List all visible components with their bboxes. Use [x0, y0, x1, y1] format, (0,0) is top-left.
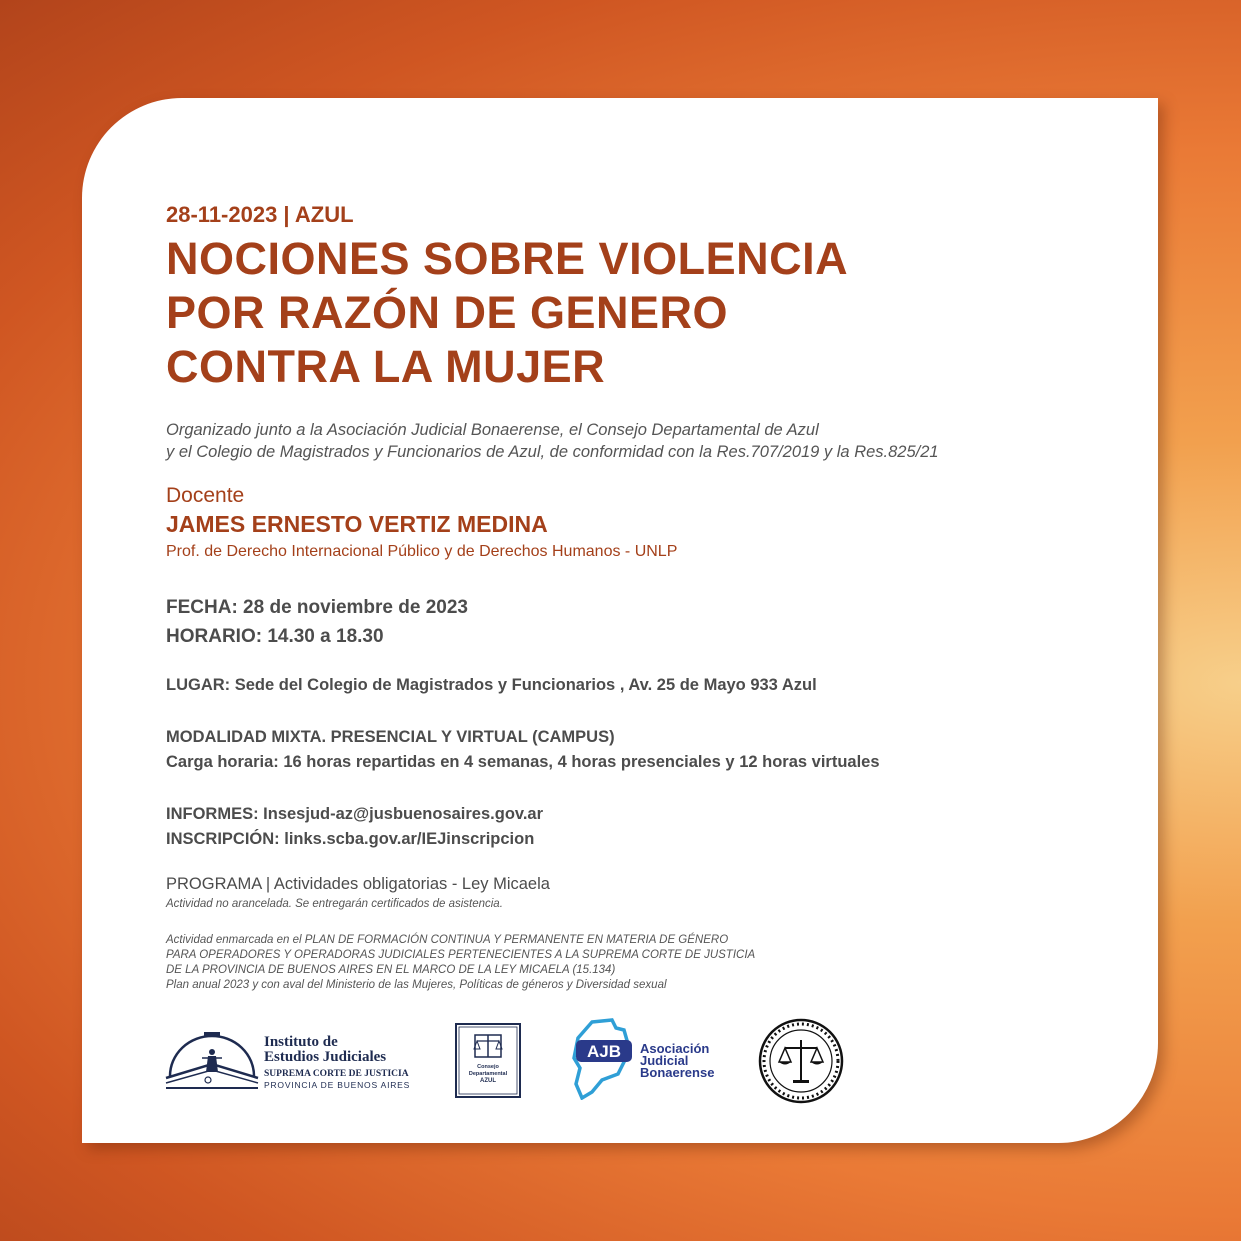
ajb-name-line: Judicial — [640, 1053, 689, 1068]
course-title — [166, 232, 848, 394]
iej-name — [264, 1035, 386, 1065]
ajb-mark: AJB — [586, 1042, 622, 1061]
plan-line: Plan anual 2023 y con aval del Ministerio de las Mujeres, Políticas de géneros y Diversidad sexual — [166, 979, 667, 991]
organizers-note — [166, 419, 939, 463]
horario-text: HORARIO: 14.30 a 18.30 — [166, 626, 384, 647]
docente-label: Docente — [166, 484, 245, 507]
informes-link[interactable]: INFORMES: Insesjud-az@jusbuenosaires.gov.ar — [166, 805, 544, 823]
plan-line: PARA OPERADORES Y OPERADORAS JUDICIALES PERTENECIENTES A LA SUPREMA CORTE DE JUSTICIA — [166, 949, 756, 961]
flyer-card — [82, 98, 1158, 1143]
date-place: 28-11-2023 | AZUL — [166, 202, 354, 227]
consejo-name — [455, 1064, 521, 1078]
title-line: NOCIONES SOBRE VIOLENCIA — [166, 233, 849, 284]
courthouse-dome-icon — [164, 1028, 260, 1098]
inscripcion-link[interactable]: INSCRIPCIÓN: links.scba.gov.ar/IEJinscripcion — [166, 830, 535, 848]
consejo-city: AZUL — [480, 1078, 496, 1084]
arancel-note: Actividad no arancelada. Se entregarán certificados de asistencia. — [166, 898, 503, 910]
province-map-icon — [572, 1018, 642, 1100]
docente-name: JAMES ERNESTO VERTIZ MEDINA — [166, 511, 548, 537]
scales-seal-icon — [758, 1018, 844, 1104]
iej-province: PROVINCIA DE BUENOS AIRES — [264, 1080, 411, 1090]
ajb-name-line: Bonaerense — [640, 1065, 715, 1080]
modalidad-text: MODALIDAD MIXTA. PRESENCIAL Y VIRTUAL (CAMPUS) — [166, 728, 615, 746]
carga-horaria-text: Carga horaria: 16 horas repartidas en 4 semanas, 4 horas presenciales y 12 horas virtuales — [166, 753, 880, 771]
docente-role: Prof. de Derecho Internacional Público y de Derechos Humanos - UNLP — [166, 543, 678, 560]
programa-text: PROGRAMA | Actividades obligatorias - Ley Micaela — [166, 875, 550, 893]
organizers-line: Organizado junto a la Asociación Judicial Bonaerense, el Consejo Departamental de Azul — [166, 421, 819, 439]
date-time-block — [166, 593, 468, 651]
plan-line: Actividad enmarcada en el PLAN DE FORMACIÓN CONTINUA Y PERMANENTE EN MATERIA DE GÉNERO — [166, 934, 729, 946]
ajb-name-line: Asociación — [640, 1041, 710, 1056]
scales-icon — [455, 1023, 521, 1098]
consejo-name-line: Departamental — [468, 1071, 508, 1077]
organizers-line: y el Colegio de Magistrados y Funcionarios de Azul, de conformidad con la Res.707/2019 y la Res.825/21 — [166, 443, 939, 461]
iej-logo — [164, 1028, 424, 1098]
iej-subtitle: SUPREMA CORTE DE JUSTICIA — [264, 1069, 409, 1079]
title-line: CONTRA LA MUJER — [166, 341, 606, 392]
colegio-seal-logo — [758, 1018, 844, 1104]
lugar-text: LUGAR: Sede del Colegio de Magistrados y Funcionarios , Av. 25 de Mayo 933 Azul — [166, 676, 817, 694]
iej-name-line: Estudios Judiciales — [264, 1049, 387, 1065]
title-line: POR RAZÓN DE GENERO — [166, 287, 729, 338]
consejo-logo — [455, 1023, 521, 1098]
plan-line: DE LA PROVINCIA DE BUENOS AIRES EN EL MARCO DE LA LEY MICAELA (15.134) — [166, 964, 616, 976]
ajb-logo — [572, 1018, 722, 1100]
plan-note — [166, 933, 755, 993]
fecha-text: FECHA: 28 de noviembre de 2023 — [166, 597, 468, 618]
contact-block — [166, 802, 543, 852]
iej-name-line: Instituto de — [264, 1034, 338, 1050]
ajb-name — [640, 1043, 714, 1079]
consejo-name-line: Consejo — [477, 1064, 499, 1070]
